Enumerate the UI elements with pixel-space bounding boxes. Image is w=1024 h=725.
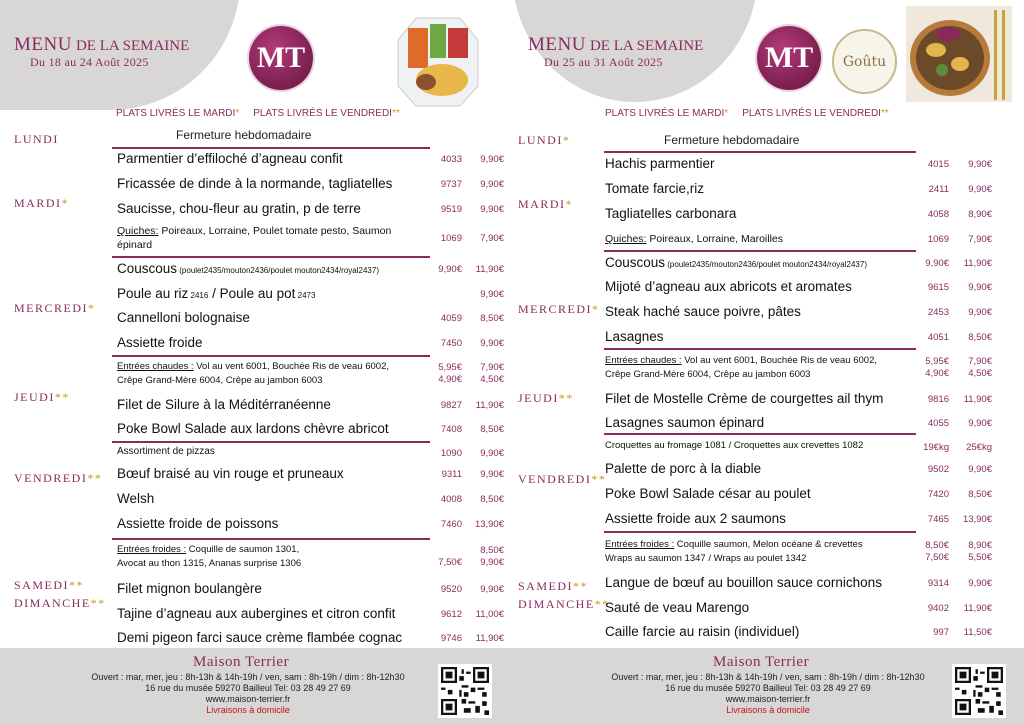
- menu-item-entrees-chaudes: Entrées chaudes : Vol au vent 6001, Bouchée Ris de veau 6002, Crêpe Grand-Mère 6004, Crêpe au jambon 6003: [605, 355, 878, 380]
- item-price: 8,50€: [968, 332, 992, 343]
- footer-info: Ouvert : mar, mer, jeu : 8h-13h & 14h-19h / ven, sam : 8h-19h / dim : 8h-12h30 16 rue du musée 59270 Bailleul Tel: 03 28 49 27 69 www.maison-terrier.fr Livraisons à domicile: [588, 672, 948, 716]
- menu-item: Croquettes au fromage 1081 / Croquettes aux crevettes 1082: [605, 440, 864, 451]
- item-price: 9,90€: [968, 464, 992, 475]
- delivery-headers: PLATS LIVRÉS LE MARDI* PLATS LIVRÉS LE VENDREDI**: [605, 108, 889, 119]
- item-code: 7420: [927, 489, 949, 500]
- divider: [604, 433, 916, 435]
- website-link[interactable]: www.maison-terrier.fr: [205, 694, 291, 704]
- item-price: 9,90€: [480, 154, 504, 165]
- item-code: 9615: [927, 282, 949, 293]
- item-code: 7460: [440, 519, 462, 530]
- item-code: 1069: [440, 233, 462, 244]
- closure-notice: Fermeture hebdomadaire: [664, 133, 800, 147]
- item-price: 9,90€: [480, 448, 504, 459]
- day-dimanche: DIMANCHE**: [518, 597, 610, 611]
- item-code: 4051: [927, 332, 949, 343]
- item-price: 11,90€: [963, 394, 992, 405]
- day-mercredi: MERCREDI*: [518, 302, 600, 316]
- item-code: 4058: [927, 209, 949, 220]
- item-code: 9402: [927, 603, 949, 614]
- item-code: 4,90€: [925, 368, 949, 379]
- item-price: 11,90€: [963, 258, 992, 269]
- item-price: 11,00€: [475, 609, 504, 620]
- day-mardi: MARDI*: [518, 197, 574, 211]
- divider: [112, 355, 430, 357]
- food-tray-photo: [396, 10, 480, 110]
- item-code: 7,50€: [438, 557, 462, 568]
- menu-page-week-2: [512, 0, 1024, 725]
- item-price: 11,90€: [475, 400, 504, 411]
- page-title: MENU DE LA SEMAINE: [14, 34, 190, 55]
- menu-item: Cannelloni bolognaise: [117, 310, 250, 325]
- page-title: MENU DE LA SEMAINE: [528, 34, 704, 55]
- item-code: 9737: [440, 179, 462, 190]
- divider: [112, 147, 430, 149]
- item-code: 9816: [927, 394, 949, 405]
- menu-item: Tomate farcie,riz: [605, 181, 705, 196]
- item-price: 8,50€: [480, 545, 504, 556]
- menu-item: Fricassée de dinde à la normande, tagliatelles: [117, 176, 393, 191]
- item-price: 7,90€: [968, 356, 992, 367]
- item-price: 9,90€: [480, 179, 504, 190]
- menu-item: Lasagnes: [605, 329, 664, 344]
- item-price: 9,90€: [480, 289, 504, 300]
- item-price: 9,90€: [968, 578, 992, 589]
- item-price: 11,50€: [963, 627, 992, 638]
- item-price: 7,90€: [480, 362, 504, 373]
- menu-item: Saucisse, chou-fleur au gratin, p de terre: [117, 201, 361, 216]
- menu-item: Tagliatelles carbonara: [605, 206, 737, 221]
- divider: [604, 531, 916, 533]
- item-code: 9519: [440, 204, 462, 215]
- item-price: 8,50€: [480, 424, 504, 435]
- item-price: 11,90€: [475, 633, 504, 644]
- footer: [512, 648, 1024, 725]
- item-code: 9,90€: [925, 258, 949, 269]
- menu-item: Caille farcie au raisin (individuel): [605, 624, 800, 639]
- item-code: 2411: [928, 184, 949, 195]
- menu-item: Assiette froide de poissons: [117, 516, 279, 531]
- item-code: 9612: [440, 609, 462, 620]
- food-bowl-photo: [906, 6, 1012, 102]
- item-code: 9746: [440, 633, 462, 644]
- item-code: 19€kg: [923, 442, 949, 453]
- item-code: 9,90€: [438, 264, 462, 275]
- day-vendredi: VENDREDI**: [14, 471, 103, 485]
- item-price: 9,90€: [480, 557, 504, 568]
- divider: [604, 250, 916, 252]
- divider: [112, 538, 430, 540]
- footer-info: Ouvert : mar, mer, jeu : 8h-13h & 14h-19h / ven, sam : 8h-19h / dim : 8h-12h30 16 rue du musée 59270 Bailleul Tel: 03 28 49 27 69 www.maison-terrier.fr Livraisons à domicile: [68, 672, 428, 716]
- menu-item: Parmentier d’effiloché d’agneau confit: [117, 151, 343, 166]
- goulu-logo: Goûtu: [832, 29, 897, 94]
- item-code: 7408: [440, 424, 462, 435]
- day-mardi: MARDI*: [14, 196, 70, 210]
- item-code: 9520: [440, 584, 462, 595]
- menu-item: Filet de Mostelle Crème de courgettes ail thym: [605, 391, 884, 406]
- item-price: 11,90€: [963, 603, 992, 614]
- brand-name: Maison Terrier: [713, 654, 810, 670]
- item-code: 4055: [927, 418, 949, 429]
- item-price: 7,90€: [968, 234, 992, 245]
- menu-item: Assiette froide aux 2 saumons: [605, 511, 786, 526]
- item-code: 8,50€: [925, 540, 949, 551]
- item-price: 9,90€: [968, 418, 992, 429]
- item-price: 13,90€: [474, 519, 504, 530]
- item-code: 7465: [927, 514, 949, 525]
- item-price: 9,90€: [968, 307, 992, 318]
- day-lundi: LUNDI*: [518, 133, 571, 147]
- item-price: 9,90€: [480, 338, 504, 349]
- mt-logo: MT: [757, 26, 821, 90]
- item-code: 1069: [927, 234, 949, 245]
- item-code: 7,50€: [925, 552, 949, 563]
- menu-item-poule: Poule au riz 2416 / Poule au pot 2473: [117, 286, 316, 301]
- item-price: 9,90€: [968, 159, 992, 170]
- item-code: 4,90€: [438, 374, 462, 385]
- menu-item: Demi pigeon farci sauce crème flambée cognac: [117, 630, 403, 645]
- qr-code-icon[interactable]: [438, 664, 492, 718]
- menu-item: Bœuf braisé au vin rouge et pruneaux: [117, 466, 344, 481]
- week-dates: Du 18 au 24 Août 2025: [30, 55, 149, 69]
- menu-item-entrees-chaudes: Entrées chaudes : Vol au vent 6001, Bouchée Ris de veau 6002, Crêpe Grand-Mère 6004, Crêpe au jambon 6003: [117, 361, 390, 386]
- item-price: 8,50€: [480, 313, 504, 324]
- item-price: 9,90€: [480, 584, 504, 595]
- website-link[interactable]: www.maison-terrier.fr: [725, 694, 811, 704]
- menu-item-quiches: Quiches: Poireaux, Lorraine, Maroilles: [605, 233, 783, 245]
- menu-item: Lasagnes saumon épinard: [605, 415, 765, 430]
- delivery-headers: PLATS LIVRÉS LE MARDI* PLATS LIVRÉS LE VENDREDI**: [116, 108, 400, 119]
- divider: [112, 256, 430, 258]
- item-code: 9311: [441, 469, 462, 480]
- item-code: 4059: [440, 313, 462, 324]
- item-code: 7450: [440, 338, 462, 349]
- item-price: 9,90€: [480, 204, 504, 215]
- menu-item: Assiette froide: [117, 335, 203, 350]
- menu-item: Filet mignon boulangère: [117, 581, 262, 596]
- mt-logo: MT: [249, 26, 313, 90]
- item-price: 8,90€: [968, 540, 992, 551]
- item-code: 997: [933, 627, 949, 638]
- item-price: 11,90€: [475, 264, 504, 275]
- item-price: 4,50€: [968, 368, 992, 379]
- menu-item: Assortiment de pizzas: [117, 446, 215, 457]
- day-jeudi: JEUDI**: [518, 391, 574, 405]
- menu-item: Tajine d’agneau aux aubergines et citron confit: [117, 606, 396, 621]
- item-price: 13,90€: [962, 514, 992, 525]
- menu-item: Hachis parmentier: [605, 156, 715, 171]
- item-code: 4008: [440, 494, 462, 505]
- day-samedi: SAMEDI**: [14, 578, 85, 592]
- item-code: 4015: [927, 159, 949, 170]
- item-code: 4033: [440, 154, 462, 165]
- item-price: 9,90€: [480, 469, 504, 480]
- divider: [112, 441, 430, 443]
- menu-item: Filet de Silure à la Méditérranéenne: [117, 397, 331, 412]
- day-lundi: LUNDI: [14, 132, 59, 146]
- menu-item: Poke Bowl Salade aux lardons chèvre abricot: [117, 421, 389, 436]
- week-dates: Du 25 au 31 Août 2025: [544, 55, 663, 69]
- item-price: 9,90€: [968, 184, 992, 195]
- item-price: 9,90€: [968, 282, 992, 293]
- menu-item: Langue de bœuf au bouillon sauce cornichons: [605, 575, 882, 590]
- item-price: 7,90€: [480, 233, 504, 244]
- closure-notice: Fermeture hebdomadaire: [176, 128, 312, 142]
- footer: [0, 648, 512, 725]
- item-price: 8,90€: [968, 209, 992, 220]
- menu-item-entrees-froides: Entrées froides : Coquille de saumon 1301, Avocat au thon 1315, Ananas surprise 1306: [117, 544, 302, 569]
- item-price: 5,50€: [968, 552, 992, 563]
- day-dimanche: DIMANCHE**: [14, 596, 106, 610]
- menu-item-quiches: Quiches: Poireaux, Lorraine, Poulet tomate pesto, Saumon épinard: [117, 225, 392, 251]
- menu-item: Steak haché sauce poivre, pâtes: [605, 304, 801, 319]
- item-code: 5,95€: [925, 356, 949, 367]
- menu-item-couscous: Couscous (poulet2435/mouton2436/poulet mouton2434/royal2437): [605, 255, 867, 270]
- item-code: 2453: [927, 307, 949, 318]
- menu-item: Sauté de veau Marengo: [605, 600, 750, 615]
- item-price: 4,50€: [480, 374, 504, 385]
- menu-item-couscous: Couscous (poulet2435/mouton2436/poulet mouton2434/royal2437): [117, 261, 379, 276]
- divider: [604, 348, 916, 350]
- day-samedi: SAMEDI**: [518, 579, 589, 593]
- day-vendredi: VENDREDI**: [518, 472, 607, 486]
- item-code: 9502: [927, 464, 949, 475]
- item-price: 8,50€: [968, 489, 992, 500]
- item-code: 1090: [440, 448, 462, 459]
- menu-item-entrees-froides: Entrées froides : Coquille saumon, Melon océane & crevettes Wraps au saumon 1347 / Wraps au poulet 1342: [605, 539, 863, 564]
- item-code: 5,95€: [438, 362, 462, 373]
- item-price: 25€kg: [966, 442, 992, 453]
- day-mercredi: MERCREDI*: [14, 301, 96, 315]
- menu-item: Welsh: [117, 491, 155, 506]
- item-code: 9827: [440, 400, 462, 411]
- item-code: 9314: [927, 578, 949, 589]
- menu-item: Mijoté d’agneau aux abricots et aromates: [605, 279, 852, 294]
- menu-item: Palette de porc à la diable: [605, 461, 762, 476]
- menu-item: Poke Bowl Salade césar au poulet: [605, 486, 811, 501]
- divider: [604, 151, 916, 153]
- item-price: 8,50€: [480, 494, 504, 505]
- qr-code-icon[interactable]: [952, 664, 1006, 718]
- day-jeudi: JEUDI**: [14, 390, 70, 404]
- brand-name: Maison Terrier: [193, 654, 290, 670]
